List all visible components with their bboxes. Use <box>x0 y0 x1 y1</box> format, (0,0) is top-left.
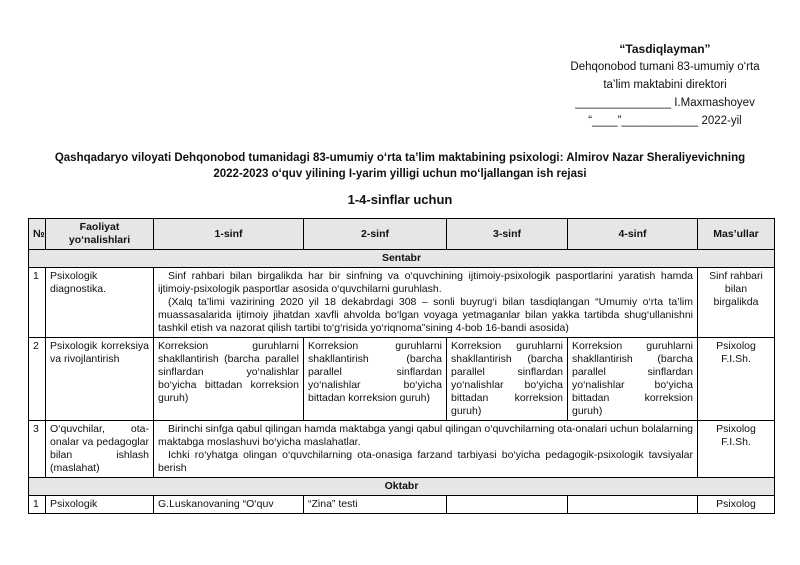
row-grade-3-cell <box>447 496 568 514</box>
row-activity: Psixologik diagnostika. <box>46 268 154 338</box>
heading-line-1: Qashqadaryo viloyati Dehqonobod tumanidagi 83-umumiy o‘rta ta’lim maktabining psixologi: Almirov Nazar Sheraliyevichning <box>54 152 746 164</box>
section-row-october <box>29 478 775 496</box>
row-activity: Psixologik korreksiya va rivojlantirish <box>46 338 154 421</box>
document-heading <box>40 150 760 182</box>
heading-line-2: 2022-2023 o‘quv yilining I-yarim yilligi uchun mo‘ljallangan ish rejasi <box>213 168 587 180</box>
section-september: Sentabr <box>29 250 775 268</box>
header-grade-4: 4-sinf <box>568 219 698 250</box>
row-grade-1-cell: Korreksion guruhlarni shakllantirish (barcha parallel sinflardan yo‘nalishlar bo‘yicha bittadan korreksion guruh) <box>154 338 304 421</box>
header-grade-2: 2-sinf <box>304 219 447 250</box>
row-description-paragraph: Ichki ro‘yhatga olingan o‘quvchilarning ota-onasiga farzand tarbiyasi bo‘yicha pedagogik-psixologik tavsiyalar berish <box>158 449 693 474</box>
section-row-september <box>29 250 775 268</box>
row-description-paragraph: Birinchi sinfga qabul qilingan hamda maktabga yangi qabul qilingan o‘quvchilarning ota-onalari uchun bolalarning maktabga moslashuvi bo‘yicha maslahatlar. <box>158 423 693 448</box>
row-number: 2 <box>29 338 46 421</box>
section-october: Oktabr <box>29 478 775 496</box>
row-responsible: Psixolog F.I.Sh. <box>698 421 775 478</box>
row-number: 3 <box>29 421 46 478</box>
row-description <box>154 268 698 338</box>
row-responsible: Sinf rahbari bilan birgalikda <box>698 268 775 338</box>
header-number: № <box>29 219 46 250</box>
row-grade-4-cell <box>568 496 698 514</box>
row-description <box>154 421 698 478</box>
row-responsible: Psixolog <box>698 496 775 514</box>
header-grade-1: 1-sinf <box>154 219 304 250</box>
row-grade-4-cell: Korreksion guruhlarni shakllantirish (barcha parallel sinflardan yo‘nalishlar bo‘yicha bittadan korreksion guruh) <box>568 338 698 421</box>
row-activity: O‘quvchilar, ota-onalar va pedagoglar bilan ishlash (maslahat) <box>46 421 154 478</box>
row-number: 1 <box>29 268 46 338</box>
row-grade-3-cell: Korreksion guruhlarni shakllantirish (barcha parallel sinflardan yo‘nalishlar bo‘yicha bittadan korreksion guruh) <box>447 338 568 421</box>
approval-line-director: ta’lim maktabini direktori <box>603 79 727 91</box>
header-grade-3: 3-sinf <box>447 219 568 250</box>
table-header-row <box>29 219 775 250</box>
row-grade-2-cell: “Zina” testi <box>304 496 447 514</box>
row-responsible: Psixolog F.I.Sh. <box>698 338 775 421</box>
grades-subheading: 1-4-sinflar uchun <box>347 192 453 207</box>
approval-date-line: “____”____________ 2022-yil <box>588 115 742 127</box>
approval-line-school: Dehqonobod tumani 83-umumiy o‘rta <box>570 61 760 73</box>
table-row <box>29 496 775 514</box>
header-activity: Faoliyat yo‘nalishlari <box>46 219 154 250</box>
row-grade-2-cell: Korreksion guruhlarni shakllantirish (barcha parallel sinflardan yo‘nalishlar bo‘yicha bittadan korreksion guruh) <box>304 338 447 421</box>
row-grade-1-cell: G.Luskanovaning “O‘quv <box>154 496 304 514</box>
row-description-paragraph: Sinf rahbari bilan birgalikda har bir sinfning va o‘quvchining ijtimoiy-psixologik pasportlarini yaratish hamda ijtimoiy-psixologik pasportlar asosida o‘quvchilarni guruhlash. <box>158 270 693 295</box>
approval-title: “Tasdiqlayman” <box>619 42 711 56</box>
approval-signature-line: _______________ I.Maxmashoyev <box>575 97 755 109</box>
table-row <box>29 421 775 478</box>
approval-block <box>560 40 770 130</box>
row-number: 1 <box>29 496 46 514</box>
work-plan-table <box>28 218 775 514</box>
table-row <box>29 338 775 421</box>
row-description-paragraph: (Xalq ta’limi vazirining 2020 yil 18 dekabrdagi 308 – sonli buyrug‘i bilan tasdiqlangan “Umumiy o‘rta ta’lim muassasalarida ijtimoiy jihatdan xavfli ahvolda bo‘lgan voyaga yetmaganlar bilan yakka tartibda shug‘ullanishni tashkil etish va nazorat qilish tartibi to‘g‘risida yo‘riqnoma”sining 4-bob 16-bandi asosida) <box>158 296 693 334</box>
header-responsible: Mas’ullar <box>698 219 775 250</box>
row-activity: Psixologik <box>46 496 154 514</box>
table-row <box>29 268 775 338</box>
